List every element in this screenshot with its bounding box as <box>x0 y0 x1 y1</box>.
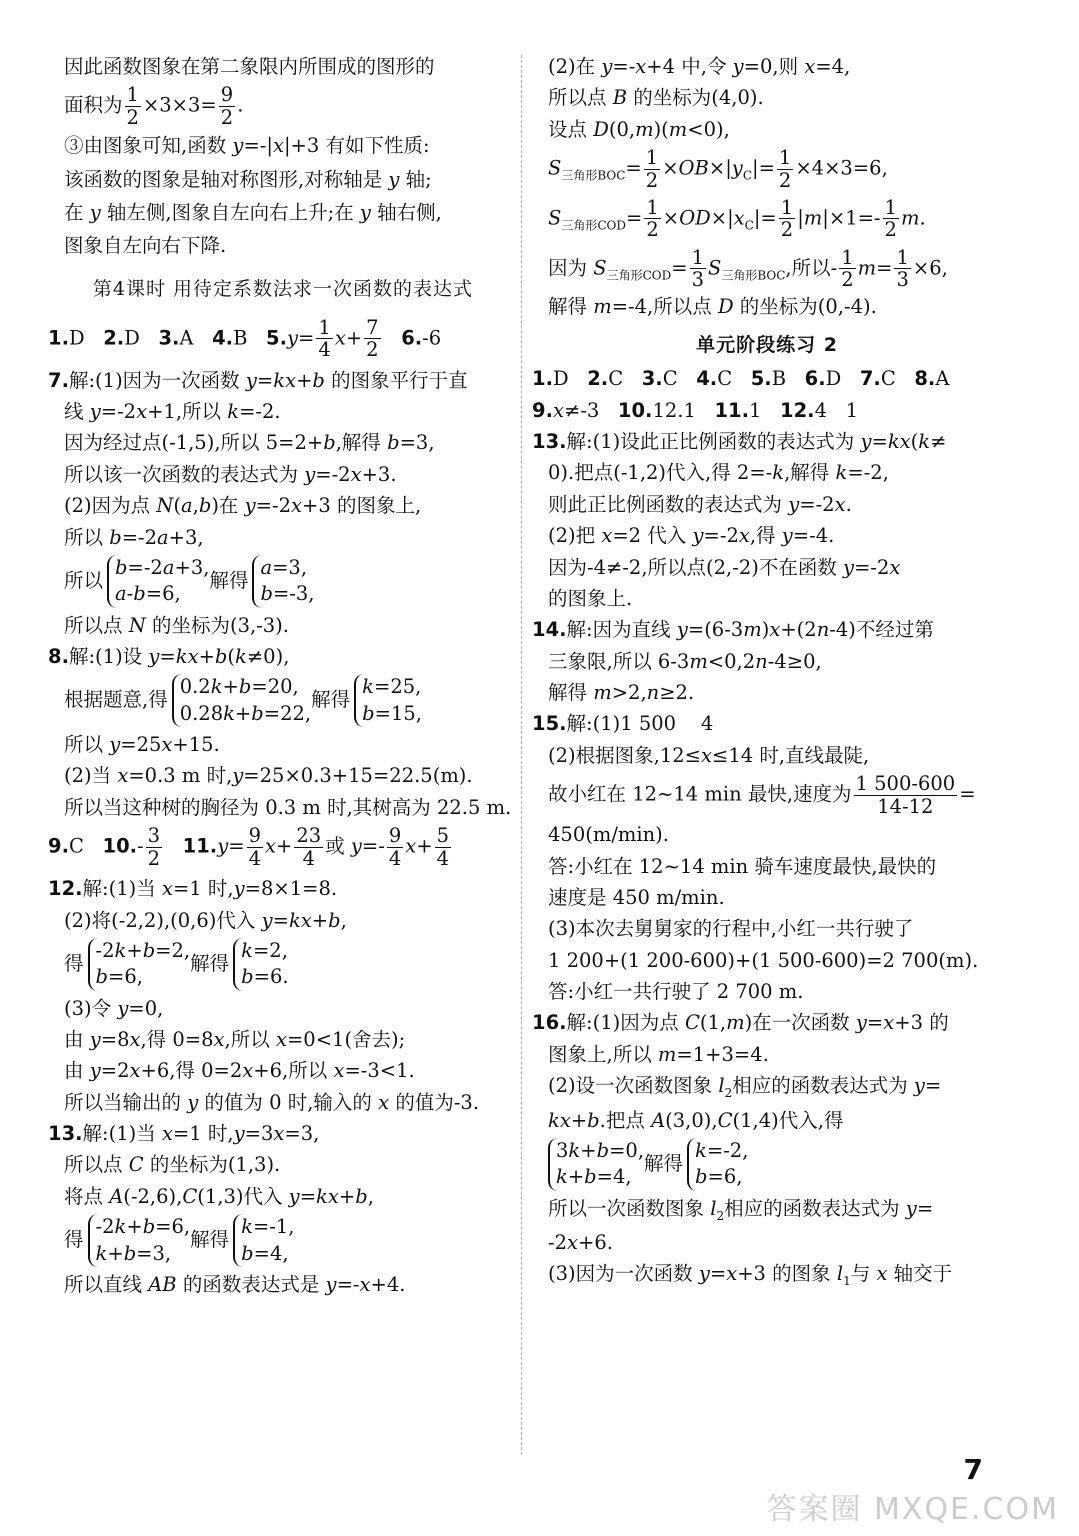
text-line: 所以点 B 的坐标为(4,0). <box>548 86 764 110</box>
text-line: 12.解:(1)当 x=1 时,y=8×1=8. <box>48 877 338 901</box>
text-line: 1.D 2.C 3.C 4.C 5.B 6.D 7.C 8.A <box>532 367 950 391</box>
text-line: 因为 $S_{三角形COD}=$ $\frac{1}{3}$ $S_{三角形BOC}$,所以- $\frac{1}{2}$ m= $\frac{1}{3}$ ×6, <box>548 245 948 292</box>
text-line: 所以一次函数图象 $l_2$相应的函数表达式为 y= <box>548 1196 934 1223</box>
text-line: (3)因为一次函数 y=x+3 的图象 $l_1$与 x 轴交于 <box>548 1262 953 1289</box>
text-line: 9.x≠-3 10.12.1 11.1 12.4 1 <box>532 398 859 422</box>
section-heading: 第4课时 用待定系数法求一次函数的表达式 <box>92 277 474 300</box>
text-line: 9.C 10.- $\frac{3}{2}$ 11.y= $\frac{9}{4}$ x+ $\frac{23}{4}$ 或 y=- $\frac{9}{4}$ x+ $\frac{5}{4}$ <box>48 824 450 870</box>
text-line: 0).把点(-1,2)代入,得 2=-k,解得 k=-2, <box>548 461 889 485</box>
right-column <box>532 55 1002 1289</box>
text-line: 故小红在 12~14 min 最快,速度为 $\frac{1 500-600}{14-12}$ = <box>548 772 976 818</box>
text-line: 因为-4≠-2,所以点(2,-2)不在函数 y=-2x <box>548 555 901 579</box>
text-line: ③由图象可知,函数 y=-|x|+3 有如下性质: <box>64 134 430 158</box>
text-line: 答:小红在 12~14 min 骑车速度最快,最快的 <box>548 854 937 878</box>
text-line: 所以 y=25x+15. <box>64 733 220 757</box>
text-line: $S_{三角形COD}=$ $\frac{1}{2}$ $\times OD\times|x_C|=$ $\frac{1}{2}$ |m|×1=- $\frac{1}{2}$ m. <box>548 196 926 242</box>
text-line: 设点 D(0,m)(m<0), <box>548 117 730 141</box>
text-line: 所以直线 AB 的函数表达式是 y=-x+4. <box>64 1272 406 1296</box>
text-line: 所以 b=-2a+3, <box>64 525 204 549</box>
text-line: 速度是 450 m/min. <box>548 885 725 909</box>
text-line: 1 200+(1 200-600)+(1 500-600)=2 700(m). <box>548 948 979 972</box>
text-line: 所以点 C 的坐标为(1,3). <box>64 1153 281 1177</box>
text-line: kx+b.把点 A(3,0),C(1,4)代入,得 <box>548 1108 844 1132</box>
text-line: 所以当输出的 y 的值为 0 时,输入的 x 的值为-3. <box>64 1090 480 1114</box>
text-line: (2)将(-2,2),(0,6)代入 y=kx+b, <box>64 908 347 932</box>
text-line: 得 -2k+b=2, b=6, 解得 k=2, b=6. <box>48 938 518 991</box>
text-line: 将点 A(-2,6),C(1,3)代入 y=kx+b, <box>64 1184 374 1208</box>
text-line: (2)因为点 N(a,b)在 y=-2x+3 的图象上, <box>64 494 422 518</box>
watermark: 答案圈 MXQE.COM <box>766 1492 1059 1527</box>
text-line: 1.D 2.D 3.A 4.B 5.y= $\frac{1}{4}$ x+ $\frac{7}{2}$ 6.-6 <box>48 315 442 362</box>
text-line: (3)本次去舅舅家的行程中,小红一共行驶了 <box>548 917 914 941</box>
text-line: 得 -2k+b=6, k+b=3, 解得 k=-1, b=4, <box>48 1214 518 1267</box>
text-line: 450(m/min). <box>548 823 669 847</box>
text-line: 8.解:(1)设 y=kx+b(k≠0), <box>48 645 290 669</box>
text-line: (2)把 x=2 代入 y=-2x,得 y=-4. <box>548 524 835 548</box>
text-line: 由 y=2x+6,得 0=2x+6,所以 x=-3<1. <box>64 1059 415 1083</box>
section-heading: 单元阶段练习 2 <box>696 334 838 357</box>
text-line: 解得 m=-4,所以点 D 的坐标为(0,-4). <box>548 294 877 318</box>
text-line: 所以该一次函数的表达式为 y=-2x+3. <box>64 462 397 486</box>
text-line: 根据题意,得 0.2k+b=20, 0.28k+b=22, 解得 k=25, b=15, <box>48 674 518 727</box>
text-line: (3)令 y=0, <box>64 996 164 1020</box>
text-line: 16.解:(1)因为点 C(1,m)在一次函数 y=x+3 的 <box>532 1011 949 1035</box>
text-line: 则此正比例函数的表达式为 y=-2x. <box>548 492 852 516</box>
text-line: (2)根据图象,12≤x≤14 时,直线最陡, <box>548 743 870 767</box>
text-line: (2)在 y=-x+4 中,令 y=0,则 x=4, <box>548 55 851 78</box>
text-line: 图象上,所以 m=1+3=4. <box>548 1042 769 1066</box>
text-line: 14.解:因为直线 y=(6-3m)x+(2n-4)不经过第 <box>532 618 934 642</box>
column-divider <box>521 55 522 1455</box>
text-line: 因此函数图象在第二象限内所围成的图形的 <box>64 55 435 78</box>
text-line: -2x+6. <box>548 1230 613 1254</box>
text-line: 图象自左向右下降. <box>64 234 227 258</box>
page-number: 7 <box>963 1453 983 1486</box>
text-line: 15.解:(1)1 500 4 <box>532 712 714 736</box>
text-line: 答:小红一共行驶了 2 700 m. <box>548 980 804 1004</box>
text-line: 在 y 轴左侧,图象自左向右上升;在 y 轴右侧, <box>64 201 442 225</box>
text-line: $S_{三角形BOC}=$ $\frac{1}{2}$ $\times OB\times|y_C|=$ $\frac{1}{2}$ ×4×3=6, <box>548 146 888 192</box>
text-line: 所以点 N 的坐标为(3,-3). <box>64 613 289 637</box>
text-line: (2)当 x=0.3 m 时,y=25×0.3+15=22.5(m). <box>64 764 473 788</box>
text-line: 线 y=-2x+1,所以 k=-2. <box>64 400 281 424</box>
text-line: (2)设一次函数图象 $l_2$相应的函数表达式为 y= <box>548 1074 942 1101</box>
text-line: 由 y=8x,得 0=8x,所以 x=0<1(舍去); <box>64 1027 406 1051</box>
text-line: 三象限,所以 6-3m<0,2n-4≥0, <box>548 649 822 673</box>
text-line: 13.解:(1)当 x=1 时,y=3x=3, <box>48 1122 320 1146</box>
text-line: 面积为 $\frac{1}{2}$ ×3×3= $\frac{9}{2}$ . <box>64 83 244 129</box>
text-line: 的图象上. <box>548 586 633 610</box>
text-line: 所以当这种树的胸径为 0.3 m 时,其树高为 22.5 m. <box>64 795 512 819</box>
text-line: 解得 m>2,n≥2. <box>548 681 695 705</box>
text-line: 因为经过点(-1,5),所以 5=2+b,解得 b=3, <box>64 431 435 455</box>
text-line: 该函数的图象是轴对称图形,对称轴是 y 轴; <box>64 167 432 191</box>
text-line: 所以 b=-2a+3, a-b=6, 解得 a=3, b=-3, <box>48 555 518 608</box>
left-column <box>48 55 518 1296</box>
text-line: 3k+b=0, k+b=4, 解得 k=-2, b=6, <box>532 1138 1002 1191</box>
text-line: 13.解:(1)设此正比例函数的表达式为 y=kx(k≠ <box>532 429 947 453</box>
text-line: 7.解:(1)因为一次函数 y=kx+b 的图象平行于直 <box>48 368 468 392</box>
